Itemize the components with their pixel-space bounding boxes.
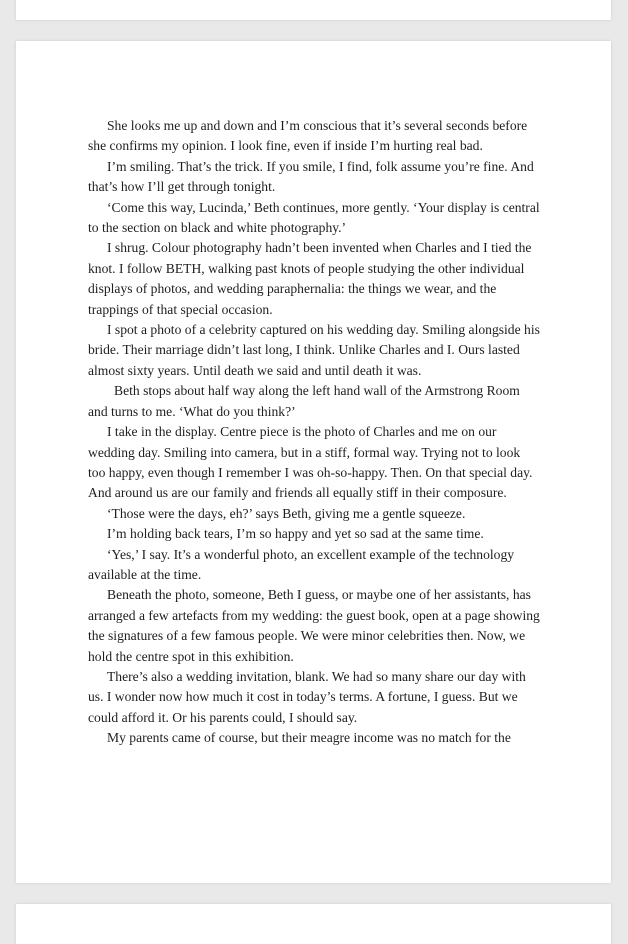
paragraph: I take in the display. Centre piece is the photo of Charles and me on our wedding day. Smiling into camera, but in a stiff, formal way. Trying not to look too happy, even though I remember I was oh-so-happy. Then. On that special day. And around us are our family and friends all equally stiff in their composure. [88, 424, 533, 501]
paragraph: I’m holding back tears, I’m so happy and yet so sad at the same time. [107, 526, 484, 542]
paragraph: ‘Come this way, Lucinda,’ Beth continues, more gently. ‘Your display is central to the section on black and white photography.’ [88, 199, 540, 236]
paragraph: I spot a photo of a celebrity captured on his wedding day. Smiling alongside his bride. Their marriage didn’t last long, I think. Unlike Charles and I. Ours lasted almost sixty years. Until death we said and until death it was. [88, 322, 540, 378]
paragraph: There’s also a wedding invitation, blank. We had so many share our day with us. I wonder now how much it cost in today’s terms. A fortune, I guess. But we could afford it. Or his parents could, I should say. [88, 668, 526, 725]
paragraph: ‘Yes,’ I say. It’s a wonderful photo, an excellent example of the technology available at the time. [88, 546, 515, 582]
paragraph: She looks me up and down and I’m conscious that it’s several seconds before she confirms my opinion. I look fine, even if inside I’m hurting real bad. [88, 118, 528, 154]
paragraph: My parents came of course, but their meagre income was no match for the [107, 730, 511, 746]
paragraph: Beth stops about half way along the left hand wall of the Armstrong Room and turns to me. ‘What do you think?’ [88, 383, 520, 419]
previous-page [16, 0, 611, 20]
paragraph: ‘Those were the days, eh?’ says Beth, giving me a gentle squeeze. [107, 505, 466, 521]
paragraph: Beneath the photo, someone, Beth I guess, or maybe one of her assistants, has arranged a few artefacts from my wedding: the guest book, open at a page showing the signatures of a few famous people. We were minor celebrities then. Now, we hold the centre spot in this exhibition. [88, 587, 540, 664]
document-page [16, 41, 611, 883]
page-text [88, 116, 540, 749]
paragraph: I’m smiling. That’s the trick. If you smile, I find, folk assume you’re fine. And that’s how I’ll get through tonight. [88, 158, 534, 195]
paragraph: I shrug. Colour photography hadn’t been invented when Charles and I tied the knot. I follow BETH, walking past knots of people studying the other individual displays of photos, and wedding paraphernalia: the things we wear, and the trappings of that special occasion. [88, 240, 532, 317]
next-page [16, 904, 611, 944]
